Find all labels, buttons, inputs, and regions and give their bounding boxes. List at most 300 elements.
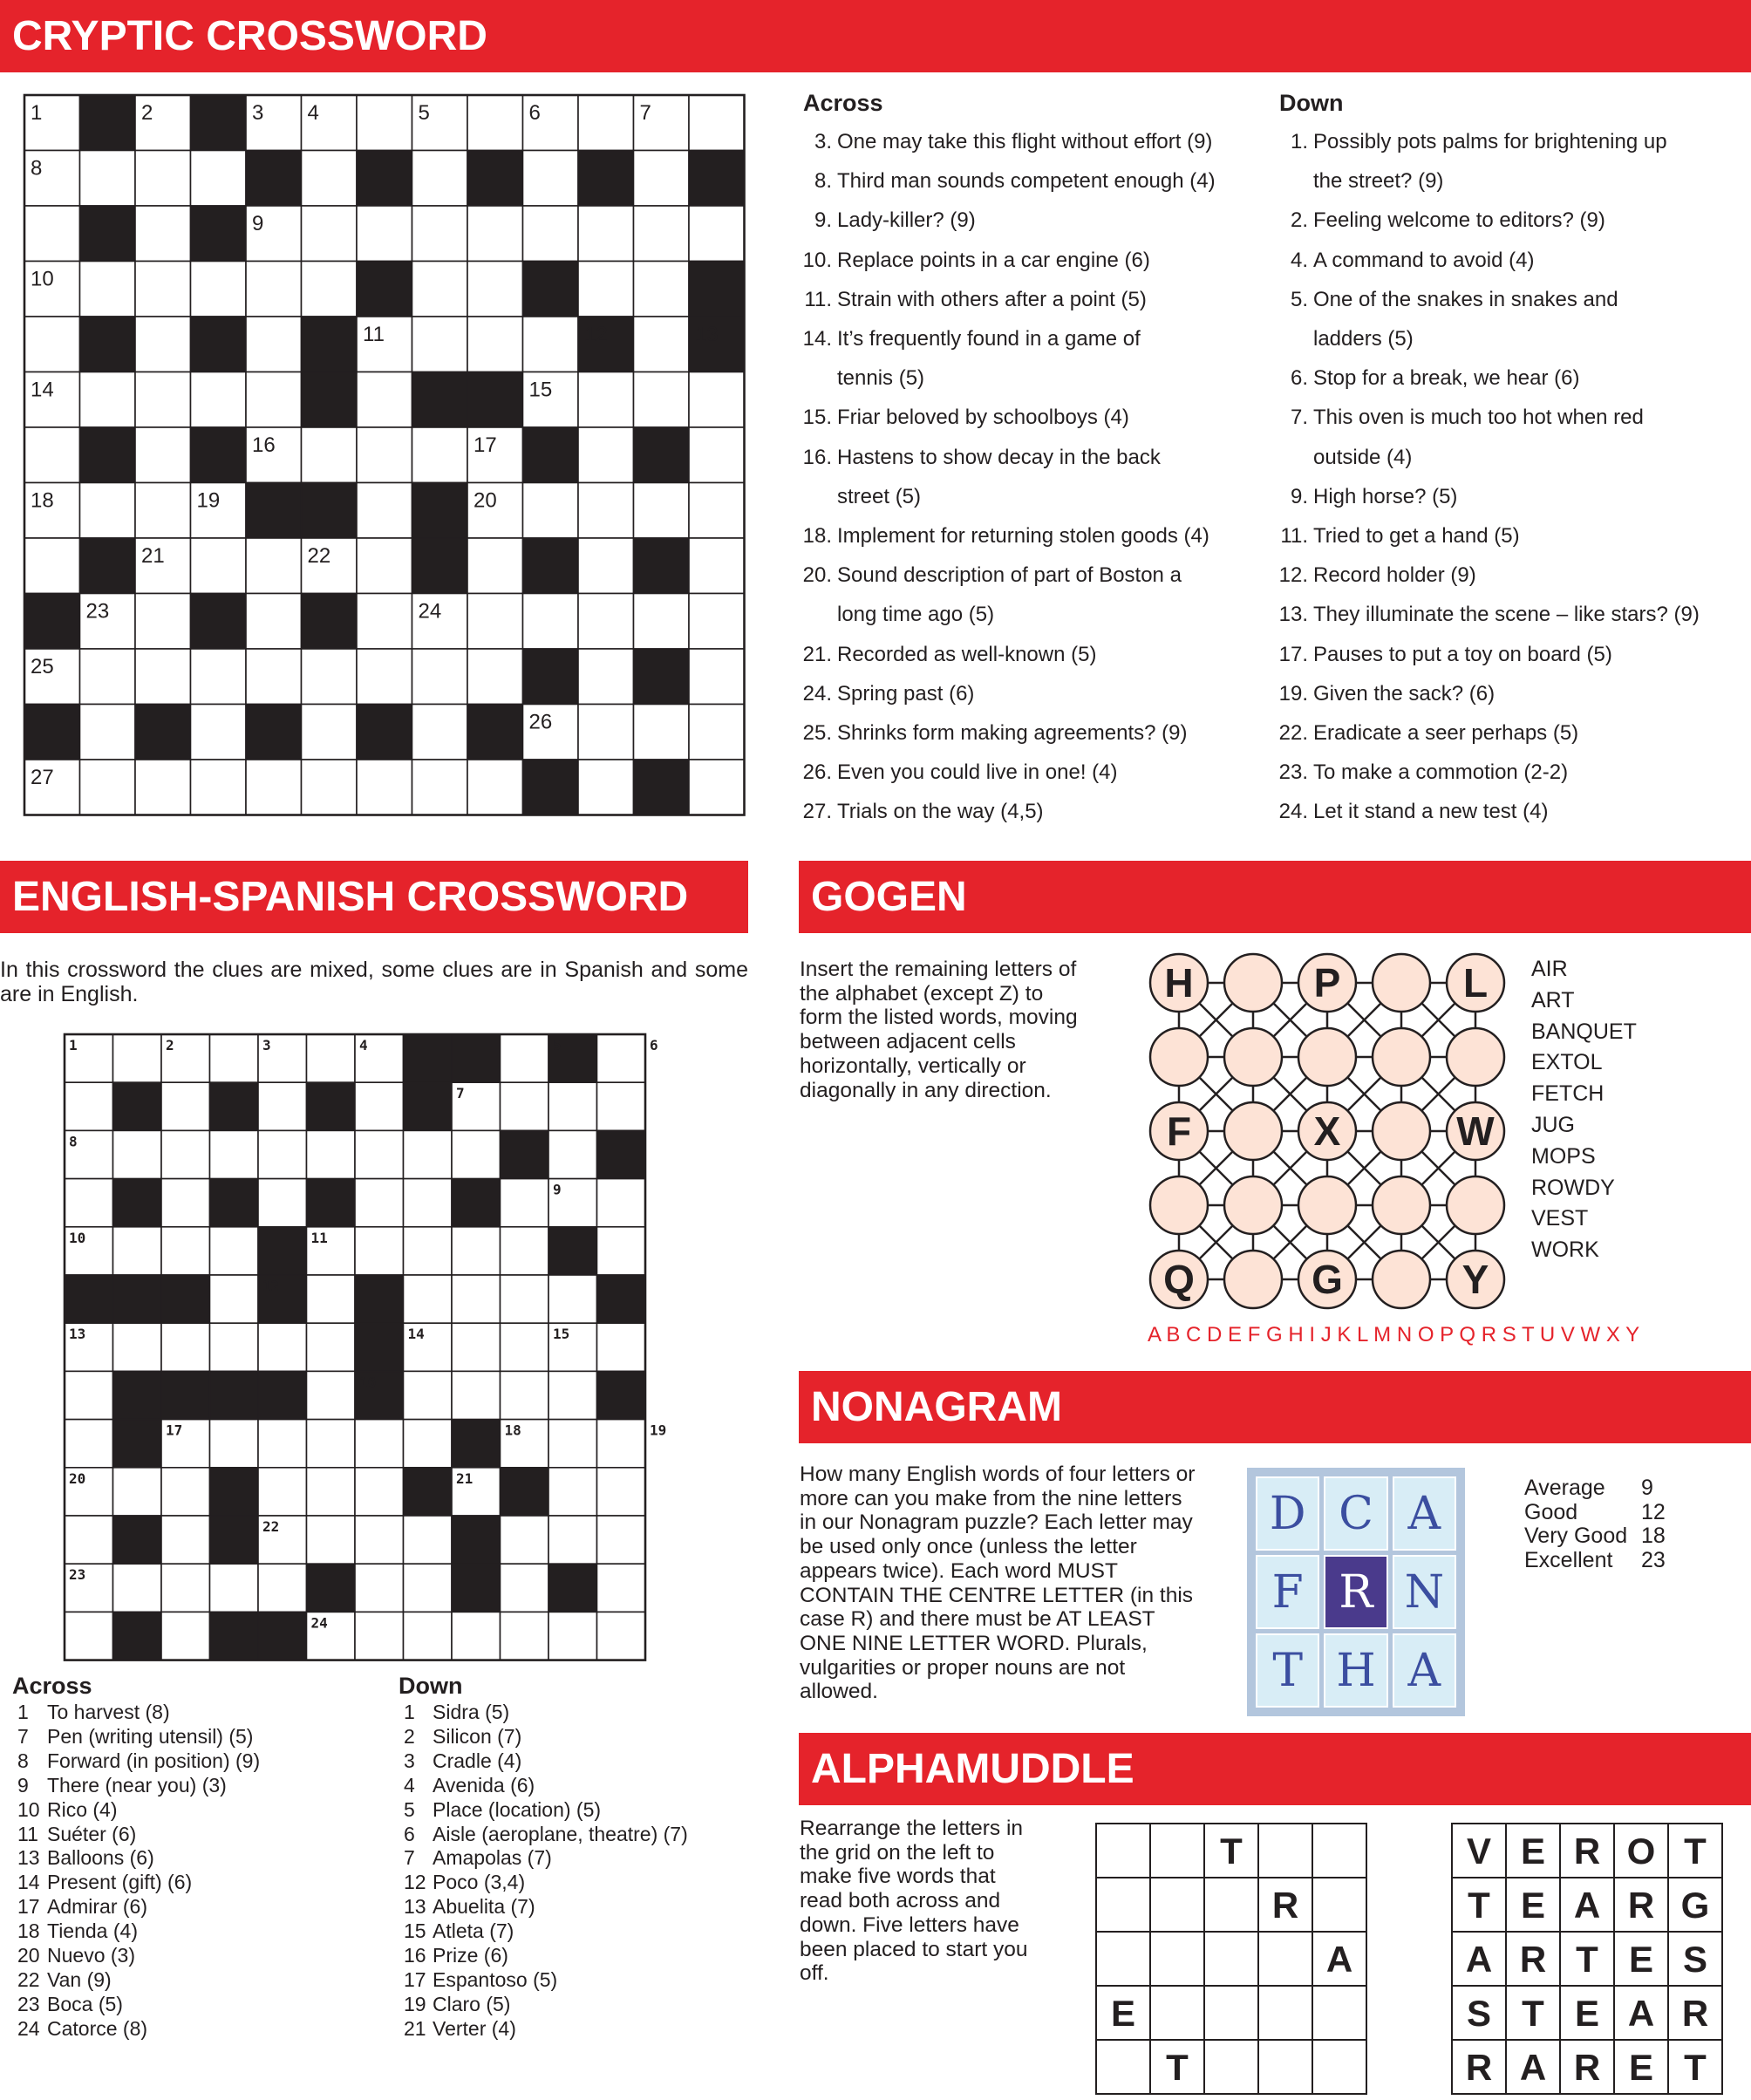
cryptic-cell[interactable] (578, 206, 634, 262)
es-cell[interactable] (548, 1130, 597, 1178)
cryptic-cell[interactable] (246, 372, 302, 428)
alphamuddle-left-cell[interactable] (1096, 2040, 1150, 2094)
es-cell[interactable] (548, 1371, 597, 1419)
es-cell[interactable] (307, 1034, 356, 1082)
es-down-clue-text: Atleta (7) (433, 1919, 514, 1943)
gogen-cell[interactable] (1298, 1028, 1356, 1086)
cryptic-cell[interactable] (302, 705, 358, 760)
es-cell[interactable] (113, 1468, 162, 1516)
cryptic-cell[interactable] (689, 705, 745, 760)
cryptic-cell[interactable] (689, 206, 745, 262)
cryptic-cell[interactable] (523, 594, 579, 650)
cryptic-cell[interactable] (467, 760, 523, 815)
cryptic-cell[interactable] (467, 206, 523, 262)
cryptic-cell[interactable] (578, 705, 634, 760)
es-cell[interactable] (161, 1082, 210, 1130)
es-cell[interactable] (404, 1516, 453, 1564)
es-cell[interactable] (501, 1034, 549, 1082)
cryptic-clue-number: 9 (252, 212, 264, 235)
cryptic-grid[interactable] (23, 93, 746, 817)
cryptic-cell[interactable] (302, 206, 358, 262)
cryptic-cell[interactable] (412, 705, 468, 760)
cryptic-clue-number: 7 (639, 101, 651, 125)
cryptic-cell[interactable] (412, 760, 468, 815)
es-cell[interactable] (258, 1468, 307, 1516)
cryptic-cell[interactable] (135, 427, 191, 483)
cryptic-cell[interactable] (689, 427, 745, 483)
cryptic-cell[interactable] (80, 262, 136, 317)
cryptic-cell[interactable] (80, 705, 136, 760)
alphamuddle-left-cell[interactable] (1096, 1932, 1150, 1986)
cryptic-cell[interactable] (578, 538, 634, 594)
es-cell[interactable] (501, 1612, 549, 1660)
cryptic-cell[interactable] (246, 649, 302, 705)
gogen-letter: G (1312, 1257, 1343, 1302)
cryptic-cell[interactable] (467, 317, 523, 372)
cryptic-cell[interactable] (357, 372, 412, 428)
es-black-cell (113, 1420, 162, 1468)
cryptic-cell[interactable] (578, 262, 634, 317)
cryptic-cell[interactable] (80, 649, 136, 705)
cryptic-cell[interactable] (135, 262, 191, 317)
cryptic-cell[interactable] (24, 206, 80, 262)
es-cell[interactable] (597, 1082, 646, 1130)
cryptic-black-cell (357, 151, 412, 207)
es-clue-number: 2 (166, 1037, 174, 1053)
cryptic-cell[interactable] (578, 372, 634, 428)
cryptic-cell[interactable] (523, 483, 579, 539)
cryptic-cell[interactable] (135, 151, 191, 207)
es-across-clue-number: 18 (17, 1919, 40, 1943)
es-cell[interactable] (355, 1130, 404, 1178)
alphamuddle-left-letter: E (1110, 1993, 1136, 2034)
cryptic-cell[interactable] (24, 317, 80, 372)
es-cell[interactable] (452, 1323, 501, 1371)
cryptic-cell[interactable] (24, 427, 80, 483)
es-black-cell (210, 1516, 259, 1564)
cryptic-across-clue-text: Sound description of part of Boston a (837, 563, 1182, 588)
cryptic-cell[interactable] (357, 483, 412, 539)
gogen-word: FETCH (1531, 1081, 1605, 1107)
es-cell[interactable] (501, 1371, 549, 1419)
cryptic-cell[interactable] (357, 427, 412, 483)
alphamuddle-right-letter: R (1627, 1885, 1655, 1926)
cryptic-cell[interactable] (578, 649, 634, 705)
es-down-clue-text: Sidra (5) (433, 1701, 510, 1723)
nonagram-centre-tile: R (1324, 1555, 1387, 1629)
cryptic-cell[interactable] (135, 372, 191, 428)
cryptic-cell[interactable] (634, 483, 690, 539)
es-cell[interactable] (65, 1420, 113, 1468)
es-down-heading: Down (399, 1673, 463, 1699)
es-cell[interactable] (452, 1371, 501, 1419)
es-cell[interactable] (597, 1612, 646, 1660)
cryptic-cell[interactable] (302, 649, 358, 705)
es-cell[interactable] (597, 1227, 646, 1275)
gogen-cell[interactable] (1373, 1176, 1430, 1234)
es-cell[interactable] (113, 1034, 162, 1082)
es-cell[interactable] (597, 1323, 646, 1371)
es-cell[interactable] (307, 1420, 356, 1468)
alphamuddle-banner (799, 1733, 1751, 1805)
es-cell[interactable] (548, 1275, 597, 1323)
es-cell[interactable] (113, 1130, 162, 1178)
es-cell[interactable] (65, 1179, 113, 1227)
es-cell[interactable] (501, 1227, 549, 1275)
cryptic-cell[interactable] (191, 760, 247, 815)
cryptic-cell[interactable] (467, 538, 523, 594)
gogen-cell[interactable] (1373, 1251, 1430, 1308)
cryptic-cell[interactable] (191, 372, 247, 428)
cryptic-black-cell (634, 649, 690, 705)
es-cell[interactable] (404, 1612, 453, 1660)
cryptic-across-clue-text: Friar beloved by schoolboys (4) (837, 406, 1129, 430)
es-cell[interactable] (404, 1564, 453, 1612)
es-cell[interactable] (113, 1323, 162, 1371)
cryptic-cell[interactable] (634, 151, 690, 207)
es-cell[interactable] (548, 1516, 597, 1564)
cryptic-cell[interactable] (357, 649, 412, 705)
es-down-clue-text: Place (location) (5) (433, 1797, 602, 1821)
cryptic-cell[interactable] (412, 649, 468, 705)
cryptic-cell[interactable] (634, 705, 690, 760)
gogen-grid[interactable] (1142, 946, 1509, 1312)
cryptic-cell[interactable] (80, 760, 136, 815)
cryptic-cell[interactable] (80, 372, 136, 428)
alphamuddle-left-cell[interactable] (1204, 2040, 1258, 2094)
es-cell[interactable] (113, 1227, 162, 1275)
cryptic-cell[interactable] (467, 594, 523, 650)
es-cell[interactable] (210, 1034, 259, 1082)
cryptic-cell[interactable] (135, 649, 191, 705)
cryptic-cell[interactable] (689, 649, 745, 705)
es-clue-number: 1 (69, 1037, 78, 1053)
cryptic-cell[interactable] (135, 483, 191, 539)
es-cell[interactable] (307, 1516, 356, 1564)
es-across-clue-number: 9 (17, 1773, 29, 1797)
alphamuddle-left-cell[interactable] (1150, 1824, 1204, 1878)
cryptic-cell[interactable] (634, 206, 690, 262)
cryptic-cell[interactable] (191, 649, 247, 705)
cryptic-cell[interactable] (578, 95, 634, 151)
cryptic-cell[interactable] (246, 760, 302, 815)
es-cell[interactable] (307, 1130, 356, 1178)
cryptic-cell[interactable] (302, 427, 358, 483)
es-clue-number: 3 (262, 1037, 271, 1053)
gogen-alphabet: A B C D E F G H I J K L M N O P Q R S T U V W X Y (1148, 1323, 1640, 1347)
gogen-cell[interactable] (1373, 1028, 1430, 1086)
alphamuddle-left-letter: T (1166, 2047, 1189, 2088)
cryptic-cell[interactable] (24, 538, 80, 594)
alphamuddle-left-cell[interactable] (1204, 1986, 1258, 2040)
alphamuddle-left-cell[interactable] (1312, 1824, 1366, 1878)
gogen-cell[interactable] (1447, 1028, 1504, 1086)
cryptic-down-clue-number: 24. (1278, 800, 1308, 824)
cryptic-down-clue-number: 5. (1290, 287, 1308, 311)
es-cell[interactable] (355, 1612, 404, 1660)
es-cell[interactable] (404, 1179, 453, 1227)
es-cell[interactable] (355, 1082, 404, 1130)
es-cell[interactable] (355, 1179, 404, 1227)
es-cell[interactable] (355, 1516, 404, 1564)
cryptic-cell[interactable] (302, 262, 358, 317)
cryptic-black-cell (523, 760, 579, 815)
es-cell[interactable] (161, 1227, 210, 1275)
es-cell[interactable] (452, 1227, 501, 1275)
cryptic-cell[interactable] (246, 262, 302, 317)
gogen-cell[interactable] (1150, 1028, 1208, 1086)
alphamuddle-left-cell[interactable] (1258, 2040, 1312, 2094)
cryptic-cell[interactable] (689, 594, 745, 650)
gogen-cell[interactable] (1224, 1102, 1282, 1160)
cryptic-cell[interactable] (135, 760, 191, 815)
gogen-cell[interactable] (1224, 1028, 1282, 1086)
es-cell[interactable] (501, 1564, 549, 1612)
cryptic-cell[interactable] (80, 483, 136, 539)
cryptic-cell[interactable] (80, 151, 136, 207)
cryptic-cell[interactable] (578, 760, 634, 815)
es-cell[interactable] (210, 1420, 259, 1468)
alphamuddle-left-cell[interactable] (1312, 2040, 1366, 2094)
alphamuddle-left-cell[interactable] (1204, 1932, 1258, 1986)
es-cell[interactable] (65, 1612, 113, 1660)
cryptic-cell[interactable] (634, 594, 690, 650)
cryptic-cell[interactable] (578, 483, 634, 539)
alphamuddle-left-cell[interactable] (1150, 1878, 1204, 1932)
es-cell[interactable] (404, 1227, 453, 1275)
es-down-clue-text: Avenida (6) (433, 1773, 535, 1797)
gogen-cell[interactable] (1447, 1176, 1504, 1234)
cryptic-cell[interactable] (302, 760, 358, 815)
cryptic-down-heading: Down (1279, 90, 1344, 116)
alphamuddle-right-letter: E (1520, 1831, 1546, 1872)
es-cell[interactable] (501, 1516, 549, 1564)
es-cell[interactable] (548, 1082, 597, 1130)
cryptic-title: CRYPTIC CROSSWORD (12, 13, 487, 59)
es-cell[interactable] (548, 1468, 597, 1516)
cryptic-black-cell (246, 151, 302, 207)
cryptic-cell[interactable] (191, 151, 247, 207)
cryptic-cell[interactable] (191, 538, 247, 594)
es-cell[interactable] (548, 1612, 597, 1660)
es-cell[interactable] (161, 1612, 210, 1660)
cryptic-across-clue-text: Third man sounds competent enough (4) (837, 169, 1216, 194)
nonagram-tile: C (1324, 1476, 1387, 1551)
es-cell[interactable] (548, 1420, 597, 1468)
es-cell[interactable] (307, 1275, 356, 1323)
es-cell[interactable] (597, 1420, 646, 1468)
gogen-cell[interactable] (1224, 954, 1282, 1012)
cryptic-cell[interactable] (689, 483, 745, 539)
gogen-letter: Y (1461, 1257, 1489, 1302)
es-cell[interactable] (161, 1323, 210, 1371)
cryptic-black-cell (191, 206, 247, 262)
es-across-clue-text: There (near you) (3) (47, 1773, 227, 1797)
es-cell[interactable] (452, 1130, 501, 1178)
alphamuddle-left-cell[interactable] (1096, 1878, 1150, 1932)
cryptic-cell[interactable] (135, 594, 191, 650)
nonagram-tile: A (1393, 1633, 1456, 1708)
es-cell[interactable] (161, 1564, 210, 1612)
es-cell[interactable] (307, 1371, 356, 1419)
es-cell[interactable] (258, 1179, 307, 1227)
cryptic-cell[interactable] (523, 317, 579, 372)
nonagram-tile: A (1393, 1476, 1456, 1551)
es-cell[interactable] (597, 1516, 646, 1564)
es-cell[interactable] (210, 1564, 259, 1612)
alphamuddle-right-letter: V (1466, 1831, 1492, 1872)
es-cell[interactable] (452, 1275, 501, 1323)
gogen-word: ART (1531, 987, 1575, 1012)
english-spanish-grid[interactable] (63, 1033, 696, 1662)
es-cell[interactable] (597, 1468, 646, 1516)
cryptic-cell[interactable] (357, 594, 412, 650)
es-cell[interactable] (404, 1130, 453, 1178)
es-cell[interactable] (65, 1082, 113, 1130)
cryptic-cell[interactable] (634, 372, 690, 428)
cryptic-cell[interactable] (357, 206, 412, 262)
cryptic-cell[interactable] (412, 427, 468, 483)
cryptic-cell[interactable] (689, 372, 745, 428)
cryptic-across-clue-text: Strain with others after a point (5) (837, 287, 1147, 311)
es-cell[interactable] (210, 1130, 259, 1178)
cryptic-cell[interactable] (523, 206, 579, 262)
es-cell[interactable] (404, 1371, 453, 1419)
es-cell[interactable] (597, 1179, 646, 1227)
cryptic-cell[interactable] (689, 538, 745, 594)
cryptic-cell[interactable] (191, 262, 247, 317)
es-cell[interactable] (210, 1227, 259, 1275)
cryptic-cell[interactable] (412, 151, 468, 207)
cryptic-cell[interactable] (689, 760, 745, 815)
cryptic-cell[interactable] (246, 317, 302, 372)
cryptic-cell[interactable] (191, 705, 247, 760)
es-cell[interactable] (597, 1034, 646, 1082)
gogen-cell[interactable] (1373, 954, 1430, 1012)
alphamuddle-left-cell[interactable] (1312, 1986, 1366, 2040)
es-cell[interactable] (404, 1275, 453, 1323)
es-cell[interactable] (355, 1468, 404, 1516)
es-cell[interactable] (210, 1323, 259, 1371)
gogen-cell[interactable] (1373, 1102, 1430, 1160)
cryptic-black-cell (467, 705, 523, 760)
cryptic-cell[interactable] (578, 427, 634, 483)
cryptic-cell[interactable] (412, 317, 468, 372)
es-cell[interactable] (501, 1323, 549, 1371)
es-cell[interactable] (258, 1082, 307, 1130)
cryptic-cell[interactable] (523, 151, 579, 207)
es-cell[interactable] (501, 1275, 549, 1323)
cryptic-cell[interactable] (467, 649, 523, 705)
alphamuddle-right-letter: R (1573, 1831, 1601, 1872)
es-cell[interactable] (501, 1082, 549, 1130)
alphamuddle-left-grid[interactable] (1094, 1822, 1368, 2096)
alphamuddle-left-cell[interactable] (1312, 1878, 1366, 1932)
es-cell[interactable] (161, 1179, 210, 1227)
es-cell[interactable] (258, 1130, 307, 1178)
es-cell[interactable] (501, 1179, 549, 1227)
es-cell[interactable] (113, 1564, 162, 1612)
cryptic-across-clue-number: 18. (802, 524, 832, 548)
es-cell[interactable] (307, 1323, 356, 1371)
cryptic-cell[interactable] (412, 206, 468, 262)
es-cell[interactable] (65, 1516, 113, 1564)
cryptic-cell[interactable] (135, 317, 191, 372)
alphamuddle-left-cell[interactable] (1096, 1824, 1150, 1878)
es-cell[interactable] (161, 1468, 210, 1516)
cryptic-cell[interactable] (689, 95, 745, 151)
es-cell[interactable] (210, 1275, 259, 1323)
alphamuddle-right-letter: G (1680, 1885, 1710, 1926)
alphamuddle-left-cell[interactable] (1150, 1932, 1204, 1986)
es-cell[interactable] (597, 1564, 646, 1612)
cryptic-down-clue-text: the street? (9) (1313, 169, 1444, 194)
cryptic-across-clue-text: Spring past (6) (837, 681, 975, 706)
es-cell[interactable] (258, 1420, 307, 1468)
cryptic-down-clue-number: 11. (1280, 524, 1308, 548)
alphamuddle-left-cell[interactable] (1258, 1986, 1312, 2040)
gogen-cell[interactable] (1224, 1176, 1282, 1234)
cryptic-black-cell (357, 705, 412, 760)
cryptic-cell[interactable] (634, 317, 690, 372)
alphamuddle-left-cell[interactable] (1258, 1932, 1312, 1986)
cryptic-cell[interactable] (246, 594, 302, 650)
cryptic-cell[interactable] (578, 594, 634, 650)
cryptic-cell[interactable] (467, 262, 523, 317)
alphamuddle-right-letter: S (1466, 1993, 1492, 2034)
cryptic-down-clue-text: Given the sack? (6) (1313, 681, 1496, 706)
es-cell[interactable] (161, 1130, 210, 1178)
es-cell[interactable] (355, 1420, 404, 1468)
gogen-letter: P (1313, 960, 1341, 1006)
cryptic-cell[interactable] (357, 538, 412, 594)
gogen-cell[interactable] (1150, 1176, 1208, 1234)
es-cell[interactable] (258, 1323, 307, 1371)
cryptic-clue-number: 1 (31, 101, 43, 125)
cryptic-cell[interactable] (135, 206, 191, 262)
cryptic-down-clue-text: One of the snakes in snakes and (1313, 287, 1618, 311)
es-cell[interactable] (161, 1516, 210, 1564)
es-cell[interactable] (355, 1227, 404, 1275)
alphamuddle-right-letter: O (1626, 1831, 1656, 1872)
es-cell[interactable] (258, 1564, 307, 1612)
cryptic-cell[interactable] (412, 262, 468, 317)
cryptic-down-clue-number: 12. (1278, 563, 1308, 588)
cryptic-clue-number: 5 (418, 101, 430, 125)
cryptic-down-clue-number: 2. (1290, 208, 1308, 233)
alphamuddle-left-cell[interactable] (1150, 1986, 1204, 2040)
es-cell[interactable] (65, 1371, 113, 1419)
cryptic-cell[interactable] (246, 538, 302, 594)
cryptic-cell[interactable] (357, 760, 412, 815)
es-black-cell (65, 1275, 113, 1323)
cryptic-cell[interactable] (357, 95, 412, 151)
gogen-cell[interactable] (1224, 1251, 1282, 1308)
alphamuddle-left-cell[interactable] (1204, 1878, 1258, 1932)
es-cell[interactable] (452, 1612, 501, 1660)
es-cell[interactable] (404, 1420, 453, 1468)
es-clue-number: 17 (166, 1422, 183, 1439)
cryptic-cell[interactable] (302, 151, 358, 207)
es-cell[interactable] (355, 1564, 404, 1612)
cryptic-cell[interactable] (634, 262, 690, 317)
gogen-cell[interactable] (1298, 1176, 1356, 1234)
cryptic-down-clue-text: High horse? (5) (1313, 484, 1458, 508)
cryptic-down-clue-number: 22. (1278, 721, 1308, 745)
alphamuddle-left-cell[interactable] (1258, 1824, 1312, 1878)
es-cell[interactable] (307, 1468, 356, 1516)
cryptic-cell[interactable] (467, 95, 523, 151)
